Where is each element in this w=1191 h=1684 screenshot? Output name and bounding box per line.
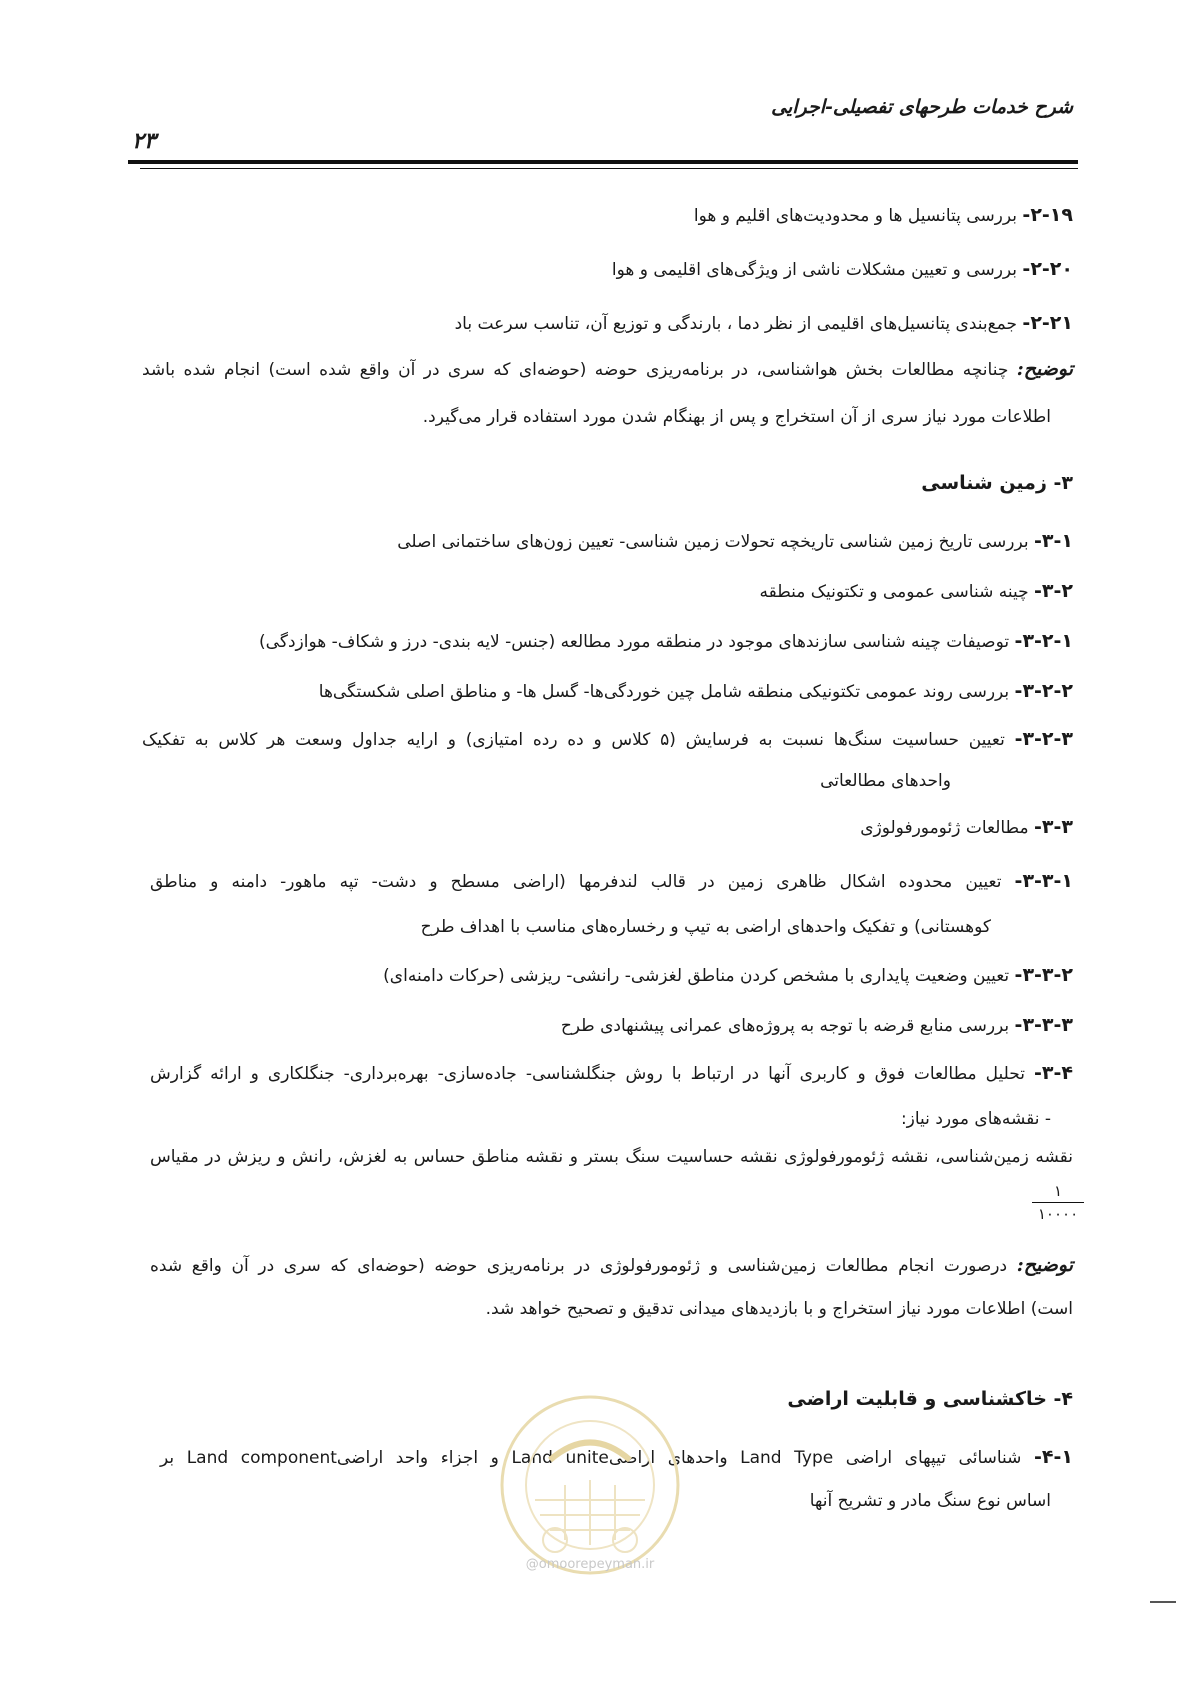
item-text: تعیین حساسیت سنگ‌ها نسبت به فرسایش (۵ کلاس و ده رده امتیازی) و ارایه جداول وسعت هر کلاس به تفکیک xyxy=(142,730,1015,750)
item-number: ۳-۲-۳- xyxy=(1014,728,1074,750)
item-text: بررسی تاریخ زمین شناسی تاریخچه تحولات زمین شناسی- تعیین زون‌های ساختمانی اصلی xyxy=(397,532,1035,552)
item-number: ۳-۳-۳- xyxy=(1014,1014,1073,1036)
item-number: ۳-۴- xyxy=(1034,1062,1073,1084)
item-number: ۲-۲۰- xyxy=(1022,258,1073,280)
note-label: توضیح: xyxy=(1016,1254,1073,1276)
item-3-3 xyxy=(860,816,1073,839)
item-2-19 xyxy=(694,204,1073,227)
item-3-2-2 xyxy=(319,680,1073,703)
note-climate-line2: اطلاعات مورد نیاز سری از آن استخراج و پس از بهنگام شدن مورد استفاده قرار می‌گیرد. xyxy=(422,407,1051,427)
item-3-3-3 xyxy=(561,1014,1073,1037)
item-3-1 xyxy=(397,530,1073,553)
section-heading-geology: ۳- زمین شناسی xyxy=(921,472,1073,494)
item-text: تعیین وضعیت پایداری با مشخص کردن مناطق لغزشی- رانشی- ریزشی (حرکات دامنه‌ای) xyxy=(383,966,1015,986)
item-2-20 xyxy=(612,258,1073,281)
item-text: جمع‌بندی پتانسیل‌های اقلیمی از نظر دما ، بارندگی و توزیع آن، تناسب سرعت باد xyxy=(454,314,1023,334)
item-number: ۳-۱- xyxy=(1034,530,1073,552)
item-number: ۳-۳-۱- xyxy=(1014,870,1073,892)
item-text: بررسی پتانسیل ها و محدودیت‌های اقلیم و هوا xyxy=(693,206,1023,226)
note-geology-line2: است) اطلاعات مورد نیاز استخراج و با بازدیدهای میدانی تدقیق و تصحیح خواهد شد. xyxy=(485,1299,1073,1319)
item-text: توصیفات چینه شناسی سازندهای موجود در منطقه مورد مطالعه (جنس- لایه بندی- درز و شکاف- هوازدگی) xyxy=(259,632,1015,652)
item-number: ۲-۱۹- xyxy=(1022,204,1073,226)
page-number: ۲۳ xyxy=(132,128,156,154)
item-3-3-1 xyxy=(150,870,1073,893)
item-number: ۲-۲۱- xyxy=(1022,312,1073,334)
note-text: درصورت انجام مطالعات زمین‌شناسی و ژئومورفولوژی در برنامه‌ریزی حوضه (حوضه‌ای که سری در آن واقع شده xyxy=(150,1256,1017,1276)
required-maps-label: - نقشه‌های مورد نیاز: xyxy=(900,1109,1051,1129)
watermark-url: @omoorepeyman.ir xyxy=(525,1557,655,1572)
scale-numerator: ۱ xyxy=(1053,1182,1063,1200)
fraction-bar xyxy=(1032,1202,1084,1203)
item-number: ۳-۲-۲- xyxy=(1014,680,1073,702)
item-3-2-1 xyxy=(259,630,1073,653)
item-2-21 xyxy=(455,312,1073,335)
item-text: بررسی و تعیین مشکلات ناشی از ویژگی‌های اقلیمی و هوا xyxy=(611,260,1023,280)
item-3-2-3-cont: واحدهای مطالعاتی xyxy=(820,771,951,791)
item-3-4 xyxy=(150,1062,1073,1085)
item-number: ۳-۳- xyxy=(1034,816,1073,838)
section-heading-soil: ۴- خاکشناسی و قابلیت اراضی xyxy=(787,1388,1073,1410)
header-rule-thin xyxy=(140,168,1078,169)
item-text: بررسی روند عمومی تکتونیکی منطقه شامل چین خوردگی‌ها- گسل ها- و مناطق اصلی شکستگی‌ها xyxy=(318,682,1015,702)
item-number: ۳-۳-۲- xyxy=(1014,964,1073,986)
note-climate-line1 xyxy=(142,358,1073,381)
scale-fraction xyxy=(1032,1182,1084,1223)
item-text: تعیین محدوده اشکال ظاهری زمین در قالب لندفرمها (اراضی مسطح و دشت- تپه ماهور- دامنه و مناطق xyxy=(150,872,1015,892)
item-text: شناسائی تیپهای اراضی Land Type واحدهای اراضیLand unite و اجزاء واحد اراضیLand component بر xyxy=(160,1448,1035,1468)
item-number: ۳-۲- xyxy=(1034,580,1073,602)
note-geology-line1 xyxy=(150,1254,1073,1277)
item-4-1-cont: اساس نوع سنگ مادر و تشریح آنها xyxy=(809,1491,1051,1511)
item-text: تحلیل مطالعات فوق و کاربری آنها در ارتباط با روش جنگلشناسی- جاده‌سازی- بهره‌برداری- جنگلکاری و ارائه گزارش xyxy=(150,1064,1035,1084)
required-maps-text: نقشه زمین‌شناسی، نقشه ژئومورفولوژی نقشه حساسیت سنگ بستر و نقشه مناطق حساس به لغزش، رانش و ریزش در مقیاس xyxy=(150,1147,1073,1167)
item-3-3-2 xyxy=(383,964,1073,987)
header-rule-thick xyxy=(128,160,1078,164)
item-3-3-1-cont: کوهستانی) و تفکیک واحدهای اراضی به تیپ و رخساره‌های مناسب با اهداف طرح xyxy=(420,917,991,937)
item-text: بررسی منابع قرضه با توجه به پروژه‌های عمرانی پیشنهادی طرح xyxy=(560,1016,1015,1036)
watermark-seal-icon xyxy=(495,1390,685,1580)
item-number: ۳-۲-۱- xyxy=(1014,630,1073,652)
item-text: چینه شناسی عمومی و تکتونیک منطقه xyxy=(759,582,1035,602)
running-header-title: شرح خدمات طرحهای تفصیلی-اجرایی xyxy=(771,96,1073,118)
item-text: مطالعات ژئومورفولوژی xyxy=(860,818,1035,838)
note-text: چنانچه مطالعات بخش هواشناسی، در برنامه‌ریزی حوضه (حوضه‌ای که سری در آن واقع شده است) انجام شده باشد xyxy=(142,360,1017,380)
note-label: توضیح: xyxy=(1016,358,1073,380)
scale-denominator: ۱۰۰۰۰ xyxy=(1037,1205,1079,1223)
item-3-2-3 xyxy=(142,728,1073,751)
item-number: ۴-۱- xyxy=(1034,1446,1073,1468)
item-3-2 xyxy=(760,580,1074,603)
scan-corner-mark xyxy=(1150,1601,1176,1603)
